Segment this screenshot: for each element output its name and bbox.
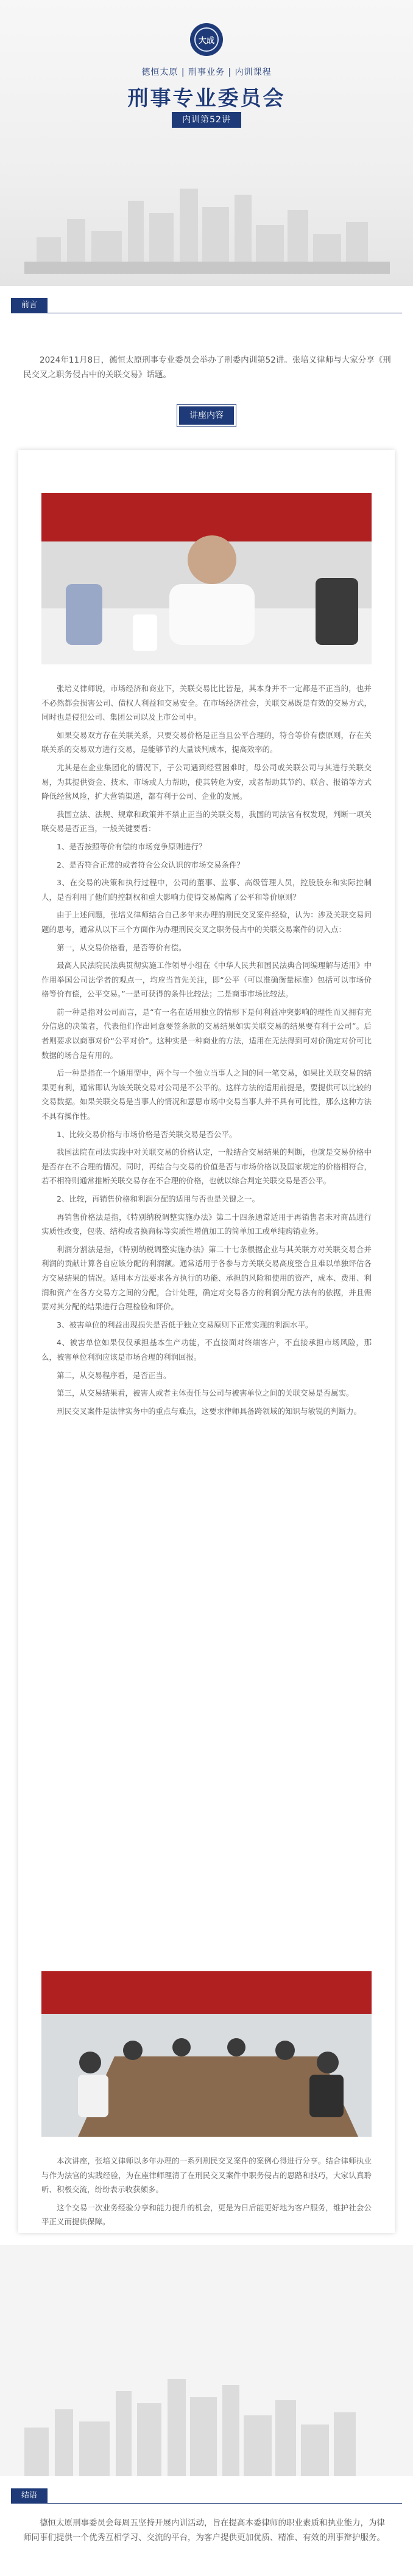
summary-paragraph: 本次讲座，张培义律师以多年办理的一系列刑民交叉案件的案例心得进行分享。结合律师执业与作为法官的实践经验，为在座律师理清了在刑民交叉案件中职务侵占的思路和技巧，大家认真聆听、积极交流，纷纷表示收获颇多。: [41, 2156, 372, 2195]
lecture-body-text: [41, 681, 372, 1422]
speaker-photo-illustration: [41, 493, 372, 664]
body-paragraph: 2、比较，再销售价格和利润分配的适用与否也是关键之一。: [57, 1194, 259, 1203]
body-paragraph: 3、被害单位的利益出现损失是否低于独立交易原则下正常实现的利润水平。: [57, 1320, 313, 1329]
lecture-summary-text: [41, 2154, 372, 2233]
logo-mark: 大成: [194, 27, 219, 52]
closing-text: 德恒太原刑事委员会每周五坚持开展内训活动，旨在提高本委律师的职业素质和执业能力，为律师同事们提供一个优秀互相学习、交流的平台，为客户提供更加优质、精准、有效的刑事辩护服务。: [23, 2518, 385, 2543]
preface-text: 2024年11月8日，德恒太原刑事专业委员会举办了刑委内训第52讲。张培义律师与大家分享《刑民交叉之职务侵占中的关联交易》话题。: [23, 355, 391, 380]
firm-logo: [190, 23, 223, 56]
audience-photo-illustration: [41, 1971, 372, 2137]
body-paragraph: 刑民交叉案件是法律实务中的重点与难点，这要求律师具备跨领域的知识与敏锐的判断力。: [57, 1406, 362, 1416]
header-subtitle: 德恒太原 | 刑事业务 | 内训课程: [141, 68, 272, 77]
body-paragraph: 如果交易双方存在关联关系，只要交易价格是正当且公平合理的，符合等价有偿原则，存在关联关系的交易双方进行交易，是能够节约大量谈判成本，提高效率的。: [41, 730, 372, 754]
body-paragraph: 张培义律师说，市场经济和商业下，关联交易比比皆是，其本身并不一定都是不正当的，也并不必然都会损害公司、债权人利益和交易安全。在市场经济社会，关联交易既是有效的交易方式，同时也是侵犯公司、集团公司以及上市公司中。: [41, 684, 372, 722]
city-skyline-illustration: [24, 176, 390, 274]
lecture-photo-audience: [41, 1971, 372, 2137]
body-paragraph: 1、比较交易价格与市场价格是否关联交易是否公平。: [57, 1129, 237, 1139]
body-paragraph: 第一，从交易价格看，是否等价有偿。: [57, 942, 186, 952]
session-badge: 内训第52讲: [172, 112, 241, 128]
body-paragraph: 前一种是指对公司而言，是“有一名在适用独立的情形下是何利益冲突影响的理性而又拥有充分信息的决策者，代表他们作出同意要签条款的交易结果如实关联交易的结果要有利于公司”。后者则要求以商事对价“公平对价”。这种实是一种商业的方法，适用在无法得到可对价确定对价可比数据的场合是有用的。: [41, 1007, 372, 1060]
closing-divider: [11, 2503, 402, 2504]
closing-label: 结语: [11, 2488, 48, 2503]
body-paragraph: 4、被害单位如果仅仅承担基本生产功能，不直接面对终端客户，不直接承担市场风险，那么，被害单位利润应该是市场合理的利润回报。: [41, 1338, 372, 1362]
body-paragraph: 利润分割法是指，《特别纳税调整实施办法》第二十七条根据企业与其关联方对关联交易合并利润的贡献计算各自应该分配的利润额。通常适用于各参与方关联交易高度整合且难以单独评估各方交易结果的情况。适用本方法要求各方执行的功能、承担的风险和使用的资产，成本、费用、利润和资产在各方交易方之间的分配，合计处理，确定对交易各方的利润分配方法有的依据，并且需要对其分配的结果进行合理检验和评价。: [41, 1244, 372, 1312]
body-paragraph: 2、是否符合正常的或者符合公众认识的市场交易条件？: [57, 860, 244, 869]
footer-background: [0, 2245, 413, 2476]
body-paragraph: 第二，从交易程序看，是否正当。: [57, 1370, 171, 1380]
body-paragraph: 第三，从交易结果看，被害人或者主体责任与公司与被害单位之间的关联交易是否属实。: [57, 1388, 354, 1398]
preface-label: 前言: [11, 298, 48, 313]
summary-paragraph: 这个交易一次业务经验分享和能力提升的机会，更是为日后能更好地为客户服务，维护社会公平正义而提供保障。: [41, 2202, 372, 2227]
page-title: 刑事专业委员会: [127, 86, 286, 111]
body-paragraph: 最高人民法院民法典贯彻实施工作领导小组在《中华人民共和国民法典合同编理解与适用》中作用举国公司法学者的观点一，均应当首先关注，即“公平（可以准确衡量标准）包括可以市场价格等价有偿，公平交易。”一是可获得的条件比较法；二是商事市场比较法。: [41, 961, 372, 999]
body-paragraph: 尤其是在企业集团化的情况下，子公司遇到经营困难时，母公司或关联公司与其进行关联交易，为其提供资金、技术、市场或人力帮助，使其转危为安，或者帮助其节约、联合、报销等方式降低经营风险，扩大营销渠道，都有利于公司、企业的发展。: [41, 762, 372, 801]
body-paragraph: 后一种是指在一个通用型中，两个与一个独立当事人之间的同一笔交易，如果比关联交易的结果更有利，通常即认为该关联交易对公司是不公平的。这样方法的适用前提是，要提供可以比较的交易数据。如果关联交易是当事人的情况和意思市场中交易当事人并不具有可比性，那么这种方法不具有操作性。: [41, 1068, 372, 1121]
lecture-content-card: [18, 450, 395, 2233]
lecture-photo-speaker: [41, 493, 372, 664]
body-paragraph: 我国法院在司法实践中对关联交易的价格认定，一般结合交易结果的判断，也就是交易价格中是否存在不合理的情况。同时，再结合与交易的价值是否与市场价格以及国家规定的价格相符合，若不相符则通常推断关联交易存在不合理的价格，也就以综合判定关联交易是否公平。: [41, 1147, 372, 1186]
header-banner: [0, 0, 413, 286]
body-paragraph: 由于上述问题，张培义律师结合自己多年来办理的刑民交叉案件经验，认为：涉及关联交易问题的思考，通常从以下三个方面作为办理刑民交叉之职务侵占中的关联交易案件的切入点：: [41, 910, 372, 934]
body-paragraph: 再销售价格法是指，《特别纳税调整实施办法》第二十四条通常适用于再销售者未对商品进行实质性改变，包装、结构或者换商标等实质性增值加工的简单加工或单纯购销业务。: [41, 1212, 372, 1236]
body-paragraph: 我国立法、法规、规章和政策并不禁止正当的关联交易，我国的司法官有权发现，判断一项关联交易是否正当，一般关键要看：: [41, 809, 372, 834]
lecture-content-label: 讲座内容: [179, 406, 234, 425]
body-paragraph: 1、是否按照等价有偿的市场竞争原则进行？: [57, 841, 206, 851]
body-paragraph: 3、在交易的决策和执行过程中，公司的董事、监事、高级管理人员，控股股东和实际控制人，是否利用了他们的控制权和重大影响力使得交易偏离了公平和等价原则？: [41, 878, 372, 902]
footer-skyline-illustration: [0, 2245, 413, 2476]
